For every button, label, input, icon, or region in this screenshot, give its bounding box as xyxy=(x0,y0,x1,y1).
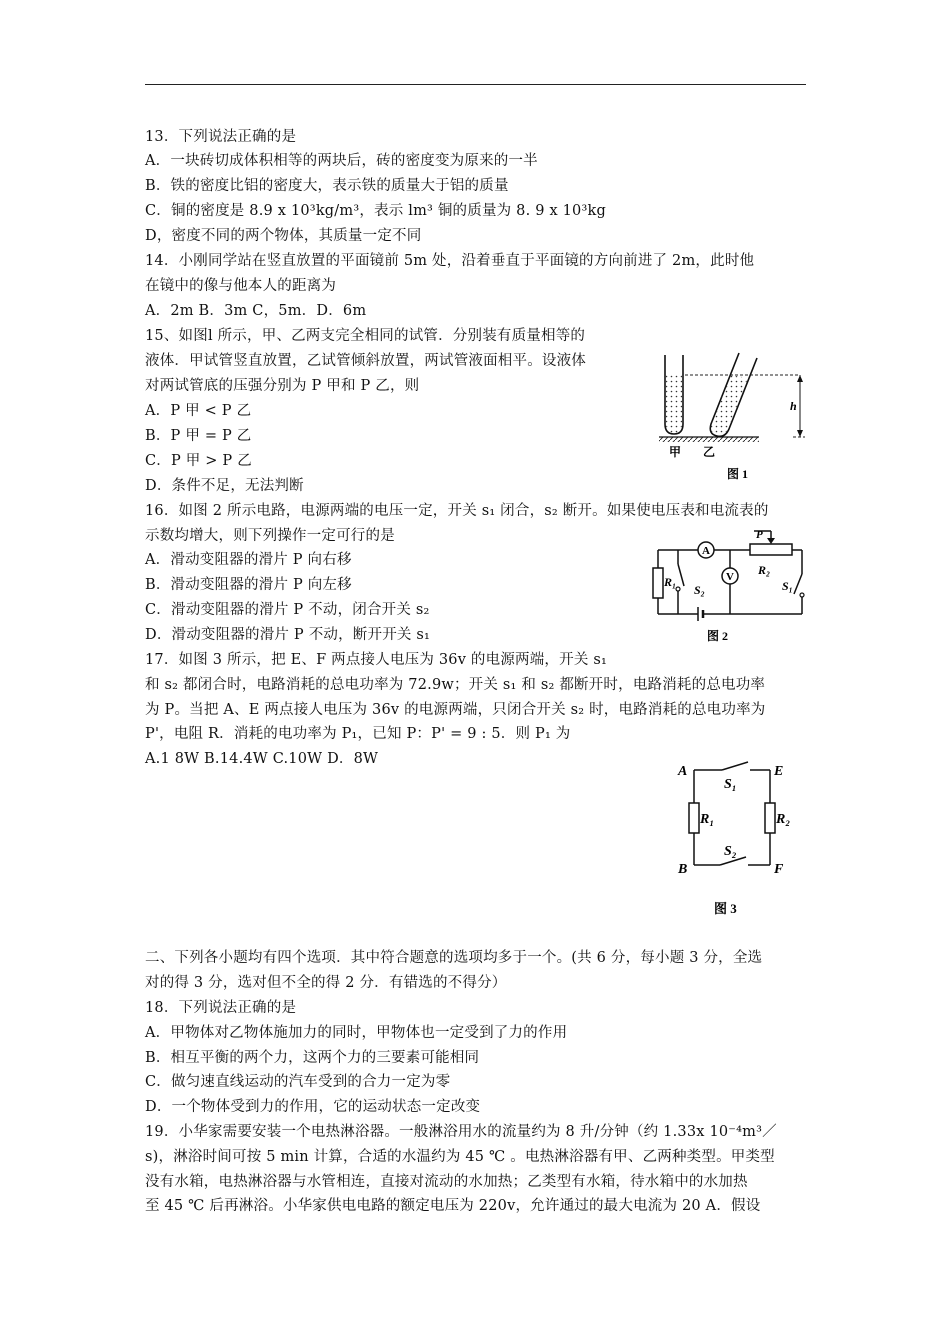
figure-2-r1-label: R₁ xyxy=(664,575,677,589)
q13-option-a: A．一块砖切成体积相等的两块后，砖的密度变为原来的一半 xyxy=(145,153,538,169)
figure-2-slider-label: P xyxy=(756,529,763,541)
header-rule xyxy=(145,84,806,85)
figure-1-label-h: h xyxy=(790,399,797,413)
figure-3-point-a: A xyxy=(678,764,688,779)
q16-stem-line2: 示数均增大，则下列操作一定可行的是 xyxy=(145,528,395,544)
figure-2-ammeter-label: A xyxy=(702,545,710,557)
figure-2-r2-label: R₂ xyxy=(758,563,771,577)
figure-3-s1-label: S₁ xyxy=(724,777,737,792)
figure-1-test-tubes xyxy=(655,350,815,490)
figure-2-circuit xyxy=(650,528,810,650)
figure-3-point-e: E xyxy=(774,764,784,779)
figure-2-caption: 图 2 xyxy=(707,629,729,643)
q19-line1: 19．小华家需要安装一个电热淋浴器。一般淋浴用水的流量约为 8 升/分钟（约 1.33x 10⁻⁴m³／ xyxy=(145,1124,777,1140)
figure-1-label-jia: 甲 xyxy=(669,445,682,459)
q15-stem-line2: 液体．甲试管竖直放置，乙试管倾斜放置，两试管液面相平。设液体 xyxy=(145,353,586,369)
q19-line2: s)，淋浴时间可按 5 min 计算，合适的水温约为 45 ℃ 。电热淋浴器有甲、乙两种类型。甲类型 xyxy=(145,1149,775,1165)
q15-option-a: A．P 甲 < P 乙 xyxy=(145,403,252,419)
section-2-instructions-line2: 对的得 3 分，选对但不全的得 2 分．有错选的不得分） xyxy=(145,975,507,991)
figure-2-s1-label: S₁ xyxy=(782,579,793,593)
q13-stem: 13．下列说法正确的是 xyxy=(145,129,297,145)
q15-stem-line3: 对两试管底的压强分别为 P 甲和 P 乙，则 xyxy=(145,378,420,394)
q14-stem-line2: 在镜中的像与他本人的距离为 xyxy=(145,278,337,294)
q18-option-c: C．做匀速直线运动的汽车受到的合力一定为零 xyxy=(145,1074,451,1090)
figure-3-r1-label: R₁ xyxy=(700,812,715,827)
q18-option-d: D．一个物体受到力的作用，它的运动状态一定改变 xyxy=(145,1099,481,1115)
section-2-instructions-line1: 二、下列各小题均有四个选项．其中符合题意的选项均多于一个。(共 6 分，每小题 3 分，全选 xyxy=(145,950,763,966)
q17-options: A.1 8W B.14.4W C.10W D．8W xyxy=(145,751,379,767)
figure-1-caption: 图 1 xyxy=(727,467,749,481)
q18-option-a: A．甲物体对乙物体施加力的同时，甲物体也一定受到了力的作用 xyxy=(145,1025,568,1041)
q18-stem: 18．下列说法正确的是 xyxy=(145,1000,297,1016)
q19-line3: 没有水箱，电热淋浴器与水管相连，直接对流动的水加热；乙类型有水箱，待水箱中的水加热 xyxy=(145,1174,748,1190)
q15-option-c: C．P 甲 > P 乙 xyxy=(145,453,252,469)
q19-line4: 至 45 ℃ 后再淋浴。小华家供电电路的额定电压为 220v，允许通过的最大电流为 20 A．假设 xyxy=(145,1198,761,1214)
q15-option-d: D．条件不足，无法判断 xyxy=(145,478,304,494)
q14-options: A．2m B．3m C，5m．D．6m xyxy=(145,303,367,319)
figure-3-s2-label: S₂ xyxy=(724,844,737,859)
figure-3-point-f: F xyxy=(774,862,784,877)
figure-3-caption: 图 3 xyxy=(714,901,737,916)
figure-2-s2-label: S₂ xyxy=(694,583,705,597)
q16-option-d: D．滑动变阻器的滑片 P 不动，断开开关 s₁ xyxy=(145,627,431,643)
figure-3-circuit xyxy=(672,755,802,925)
q15-option-b: B．P 甲 = P 乙 xyxy=(145,428,252,444)
q18-option-b: B．相互平衡的两个力，这两个力的三要素可能相同 xyxy=(145,1050,480,1066)
figure-2-voltmeter-label: V xyxy=(726,571,734,583)
q17-stem-line4: P'，电阻 R．消耗的电功率为 P₁，已知 P：P' = 9 : 5．则 P₁ 为 xyxy=(145,726,571,742)
q16-stem-line1: 16．如图 2 所示电路，电源两端的电压一定，开关 s₁ 闭合，s₂ 断开。如果使电压表和电流表的 xyxy=(145,503,769,519)
q13-option-d: D，密度不同的两个物体，其质量一定不同 xyxy=(145,228,422,244)
q15-stem-line1: 15、如图l 所示，甲、乙两支完全相同的试管．分别装有质量相等的 xyxy=(145,328,586,344)
q13-option-c: C．铜的密度是 8.9 x 10³kg/m³，表示 lm³ 铜的质量为 8. 9 x 10³kg xyxy=(145,203,606,219)
q16-option-a: A．滑动变阻器的滑片 P 向右移 xyxy=(145,552,352,568)
q14-stem-line1: 14．小刚同学站在竖直放置的平面镜前 5m 处，沿着垂直于平面镜的方向前进了 2m，此时他 xyxy=(145,253,755,269)
q17-stem-line2: 和 s₂ 都闭合时，电路消耗的总电功率为 72.9w；开关 s₁ 和 s₂ 都断开时，电路消耗的总电功率 xyxy=(145,677,766,693)
q16-option-b: B．滑动变阻器的滑片 P 向左移 xyxy=(145,577,352,593)
figure-3-point-b: B xyxy=(678,862,688,877)
figure-1-label-yi: 乙 xyxy=(703,445,716,459)
q17-stem-line3: 为 P。当把 A、E 两点接人电压为 36v 的电源两端，只闭合开关 s₂ 时，电路消耗的总电功率为 xyxy=(145,702,766,718)
q16-option-c: C．滑动变阻器的滑片 P 不动，闭合开关 s₂ xyxy=(145,602,430,618)
q17-stem-line1: 17．如图 3 所示，把 E、F 两点接人电压为 36v 的电源两端，开关 s₁ xyxy=(145,652,607,668)
figure-3-r2-label: R₂ xyxy=(776,812,791,827)
q13-option-b: B．铁的密度比铝的密度大，表示铁的质量大于铝的质量 xyxy=(145,178,509,194)
